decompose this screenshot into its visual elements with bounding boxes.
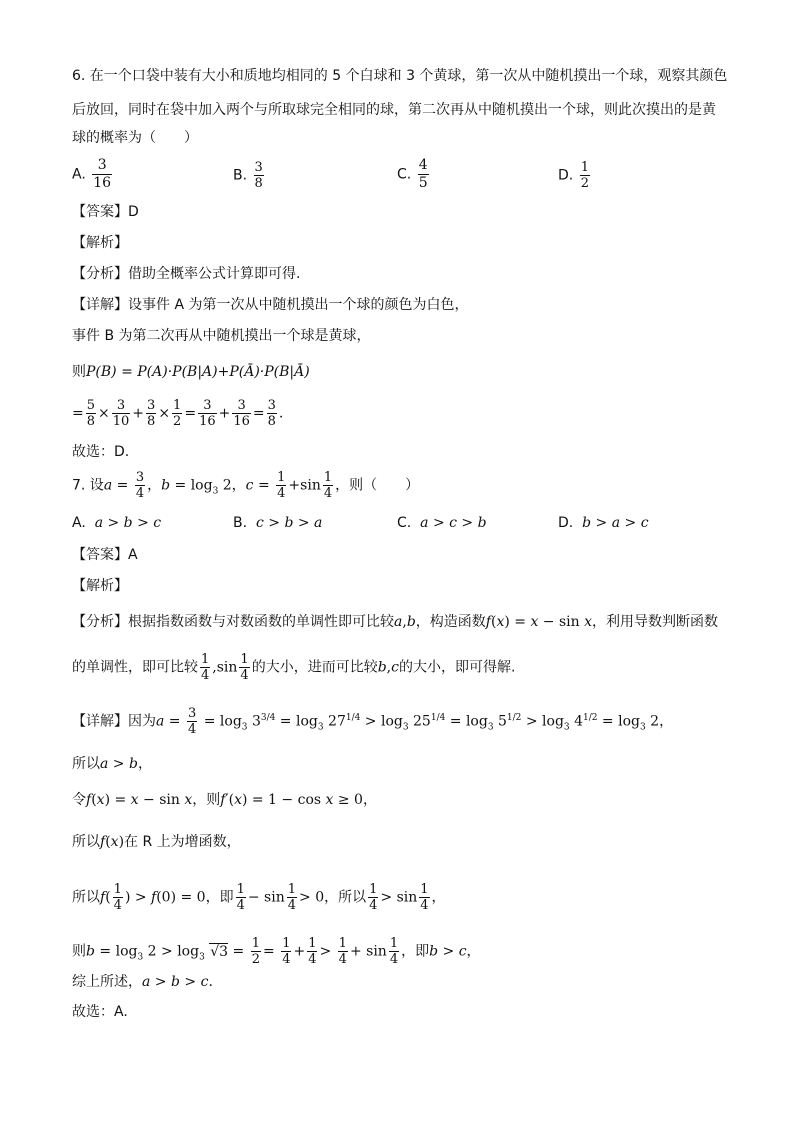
q7-analysis-tag: 【解析】 (72, 578, 128, 594)
q7-compare-line: 所以f( $\frac{1}{4}$ ) > f(0) = 0，即 $\frac{1}{4}$ − sin $\frac{1}{4}$ > 0，所以 $\frac{1}{4}$ > sin $\frac{1}{4}$ ， (72, 882, 446, 913)
q6-option-c-fraction: $\frac{4}{5}$ (418, 157, 428, 191)
q6-analysis-tag: 【解析】 (72, 235, 128, 251)
q7-option-c[interactable]: C. a > c > b (397, 515, 487, 531)
q7-option-b[interactable]: B. c > b > a (233, 515, 323, 531)
q6-option-b-fraction: $\frac{3}{8}$ (254, 160, 263, 191)
q6-option-a-label: A. (72, 166, 86, 183)
q6-option-c[interactable] (397, 157, 431, 192)
q7-so-a-gt-b: 所以a > b， (72, 756, 152, 772)
q6-option-d[interactable] (558, 160, 592, 191)
answer-tag: 【答案】 (72, 204, 128, 220)
q6-xiangjie-2: 事件 B 为第二次再从中随机摸出一个球是黄球， (72, 328, 371, 344)
q6-total-probability-formula: 则P(B) = P(A)·P(B|A)+P(Ā)·P(B|Ā) (72, 364, 310, 380)
q6-option-d-fraction: $\frac{1}{2}$ (580, 160, 589, 191)
q6-option-a[interactable] (72, 157, 114, 192)
q6-xiangjie-1: 【详解】设事件 A 为第一次从中随机摸出一个球的颜色为白色， (72, 297, 469, 313)
q7-option-a[interactable]: A. a > b > c (72, 515, 162, 531)
q7-fenxi-line-1: 【分析】根据指数函数与对数函数的单调性即可比较a,b，构造函数f(x) = x − sin x，利用导数判断函数 (72, 614, 719, 630)
q7-increasing: 所以f(x)在 R 上为增函数， (72, 834, 241, 850)
q6-fenxi: 【分析】借助全概率公式计算即可得. (72, 266, 301, 282)
q7-answer: 【答案】A (72, 547, 138, 563)
q7-option-d[interactable]: D. b > a > c (558, 515, 649, 531)
q6-option-a-fraction: $\frac{3}{16}$ (93, 157, 112, 191)
q7-xiangjie-line-1: 【详解】因为a = $\frac{3}{4}$ = $\log_3 3^{3/4} = \log_3 27^{1/4} > \log_3 25^{1/4} = \log_3 5^{1/2} > \log_3 4^{1/2} = \log_3 2$， (72, 706, 674, 737)
q6-stem-line-2: 后放回，同时在袋中加入两个与所取球完全相同的球，第二次再从中随机摸出一个球，则此次摸出的是黄 (72, 102, 716, 118)
q7-summary: 综上所述，a > b > c. (72, 974, 213, 990)
q7-choose: 故选：A. (72, 1004, 128, 1020)
formula-text: P(B) = P(A)·P(B|A)+P(Ā)·P(B|Ā) (86, 364, 310, 380)
q6-option-b[interactable] (233, 160, 266, 191)
q7-fenxi-line-2: 的单调性，即可比较 $\frac{1}{4}$ ,sin $\frac{1}{4}$ 的大小，进而可比较b,c的大小，即可得解. (72, 652, 516, 683)
q6-stem-line-3: 球的概率为（ ） (72, 130, 198, 146)
q6-option-c-label: C. (397, 166, 412, 183)
q6-option-d-label: D. (558, 167, 574, 184)
q6-calculation: = $\frac{5}{8}$ × $\frac{3}{10}$ + $\frac{3}{8}$ × $\frac{1}{2}$ = $\frac{3}{16}$ + $\frac{3}{16}$ = $\frac{3}{8}$ . (72, 398, 284, 429)
q6-stem-line-1: 6. 在一个口袋中装有大小和质地均相同的 5 个白球和 3 个黄球，第一次从中随机摸出一个球，观察其颜色 (72, 68, 728, 84)
q7-b-gt-c-line: 则$b = \log_3 2 > \log_3 √3$ = $\frac{1}{2}$ = $\frac{1}{4}$ + $\frac{1}{4}$ > $\frac{1}{4}$ + sin $\frac{1}{4}$ ，即b > c， (72, 936, 481, 967)
q7-stem: 7. 设a = $\frac{3}{4}$ ，$b = \log_3 2$，c = $\frac{1}{4}$ +sin $\frac{1}{4}$ ，则（ ） (72, 470, 420, 501)
q7-let-f: 令f(x) = x − sin x，则f′(x) = 1 − cos x ≥ 0， (72, 792, 377, 808)
q6-option-b-label: B. (233, 167, 248, 184)
answer-value: D (128, 204, 139, 220)
q6-answer (72, 202, 139, 222)
q6-choose: 故选：D. (72, 444, 130, 460)
